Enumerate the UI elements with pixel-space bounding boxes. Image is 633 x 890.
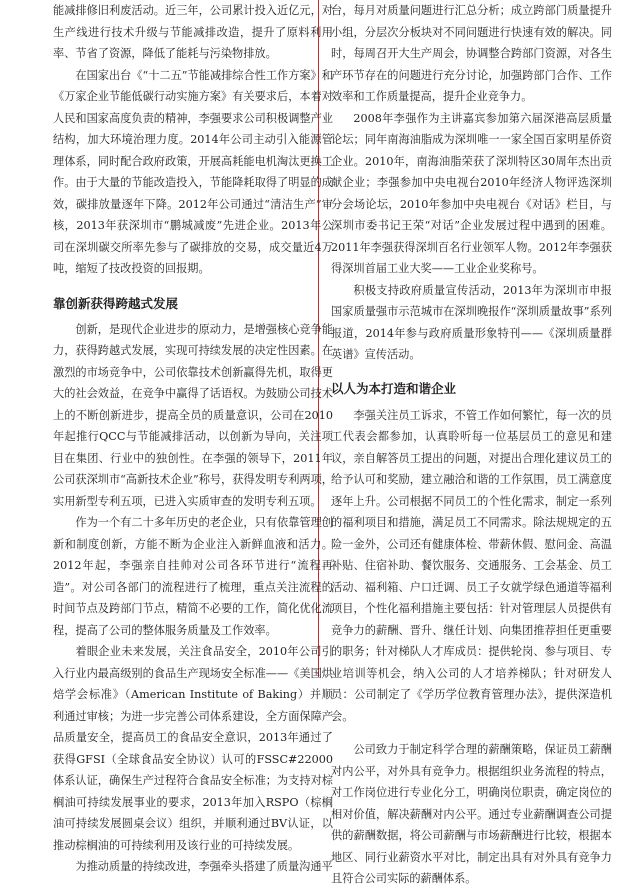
right-paragraph-4: 李强关注员工诉求，不管工作如何繁忙，每一次的员工代表会都参加，认真聆听每一位基层员工的意见和建议，亲自解答员工提出的问题，对提出合理化建议员工的给予认可和奖励，建立融洽和谐的工作氛围，员工满意度逐年上升。公司根据不同员工的个性化需求，制定一系列的福利项目和措施，满足员工不同需求。除法规规定的五险一金外，公司还有健康体检、带薪休假、慰问金、高温补贴、住宿补助、餐饮服务、交通服务、工会基金、员工活动、福利箱、户口迁调、员工子女就学绿色通道等福利项目，个性化福利措施主要包括：针对管理层人员提供有竞争力的薪酬、晋升、继任计划、向集团推荐担任更重要的职务；针对梯队人才库成员：提供轮岗、参与项目、专业培训等机会，纳入公司的人才培养梯队；针对研发人员：公司制定了《学历学位教育管理办法》，提供深造机会。 (331, 408, 612, 723)
left-paragraph-3: 创新，是现代企业进步的原动力，是增强核心竞争能力，获得跨越式发展，实现可持续发展的决定性因素。在激烈的市场竞争中，公司依靠技术创新赢得先机，取得更大的社会效益，在竞争中赢得了话语权。为鼓励公司技术上的不断创新进步，提高全员的质量意识，公司在2010年起推行QCC与节能减排活动，以创新为导向，关注项目在集团、行业中的独创性。在李强的领导下，2011年公司获深圳市“高新技术企业”称号，获得发明专利两项，实用新型专利五项，已进入实质审查的发明专利五项。 (53, 322, 333, 508)
left-column (53, 0, 333, 878)
right-paragraph-2: 2008年李强作为主讲嘉宾参加第六届深港高层质量论坛；同年南海油脂成为深圳唯一一家全国百家明星侨资企业。2010年，南海油脂荣获了深圳特区30周年杰出贡献企业；李强参加中央电视台2010年经济人物评选深圳分会场论坛，2010年参加中央电视台《对话》栏目，与深圳市委书记王荣“对话”企业发展过程中遇到的困难。2011年李强获得深圳百名行业领军人物。2012年李强获得深圳首届工业大奖——工业企业奖称号。 (331, 111, 612, 275)
right-paragraph-5: 公司致力于制定科学合理的薪酬策略，保证员工薪酬对内公平，对外具有竞争力。根据组织业务流程的特点，对工作岗位进行专业化分工，明确岗位职责，确定岗位的相对价值，解决薪酬对内公平。通过专业薪酬调查公司提供的薪酬数据，将公司薪酬与市场薪酬进行比较，根据本地区、同行业薪资水平对比，制定出具有对外具有竞争力且符合公司实际的薪酬体系。 (331, 743, 612, 885)
section-heading-people: 以人为本打造和谐企业 (331, 380, 457, 396)
left-paragraph-2: 在国家出台《“十二五”节能减排综合性工作方案》和《万家企业节能低碳行动实施方案》有关要求后，本着对人民和国家高度负责的精神，李强要求公司积极调整产业结构，加大环境治理力度。2014年公司主动引入能源管理体系，同时配合政府政策，开展高耗能电机淘汰更换工作。由于大量的节能改造投入，节能降耗取得了明显的成效，碳排放量逐年下降。2012年公司通过“清洁生产”审核，2013年获深圳市“鹏城减废”先进企业。2013年公司在深圳碳交所率先参与了碳排放的交易，成交量近4万吨，缩短了技改投资的回报期。 (53, 68, 333, 275)
section-heading-innovation: 靠创新获得跨越式发展 (53, 295, 179, 311)
left-paragraph-6: 为推动质量的持续改进，李强牵头搭建了质量沟通平 (75, 860, 333, 873)
left-paragraph-1: 能减排修旧利废活动。近三年，公司累计投入近亿元，对生产线进行技术升级与节能减排改造，提升了原料利用率、节省了资源，降低了能耗与污染物排放。 (53, 4, 333, 60)
left-paragraph-5: 着眼企业未来发展，关注食品安全，2010年公司引入行业内最高级别的食品生产现场安全标准——《美国烘焙学会标准》（American Institute of Baking）并顺利通过审核；为进一步完善公司体系建设，全方面保障产品质量安全，提高员工的食品安全意识，2013年通过了获得GFSI（全球食品安全协议）认可的FSSC#22000体系认证，确保生产过程符合食品安全标准；为支持对棕榈油可持续发展事业的要求，2013年加入RSPO（棕榈油可持续发展圆桌会议）组织，并顺利通过BV认证，以推动棕榈油的可持续利用及该行业的可持续发展。 (53, 645, 333, 852)
right-paragraph-1: 台，每月对质量问题进行汇总分析；成立跨部门质量提升小组，分层次分板块对不同问题进行快速有效的解决。同时，每周召开大生产周会，协调整合跨部门资源，对各生产环节存在的问题进行充分讨论，加强跨部门合作、工作效率和工作质量提高，提升企业竞争力。 (331, 4, 612, 103)
right-paragraph-3: 积极支持政府质量宣传活动，2013年为深圳市申报国家质量强市示范城市在深圳晚报作“深圳质量故事”系列报道，2014年参与政府质量形象特刊——《深圳质量群英谱》宣传活动。 (331, 283, 612, 361)
right-column (331, 0, 612, 890)
left-paragraph-4: 作为一个有二十多年历史的老企业，只有依靠管理创新和制度创新，方能不断为企业注入新鲜血液和活力。2012年起，李强亲自挂帅对公司各环节进行“流程再造”。对公司各部门的流程进行了梳理，重点关注流程的时间节点及跨部门节点，精简不必要的工作，简化优化流程，提高了公司的整体服务质量及工作效率。 (53, 516, 333, 637)
